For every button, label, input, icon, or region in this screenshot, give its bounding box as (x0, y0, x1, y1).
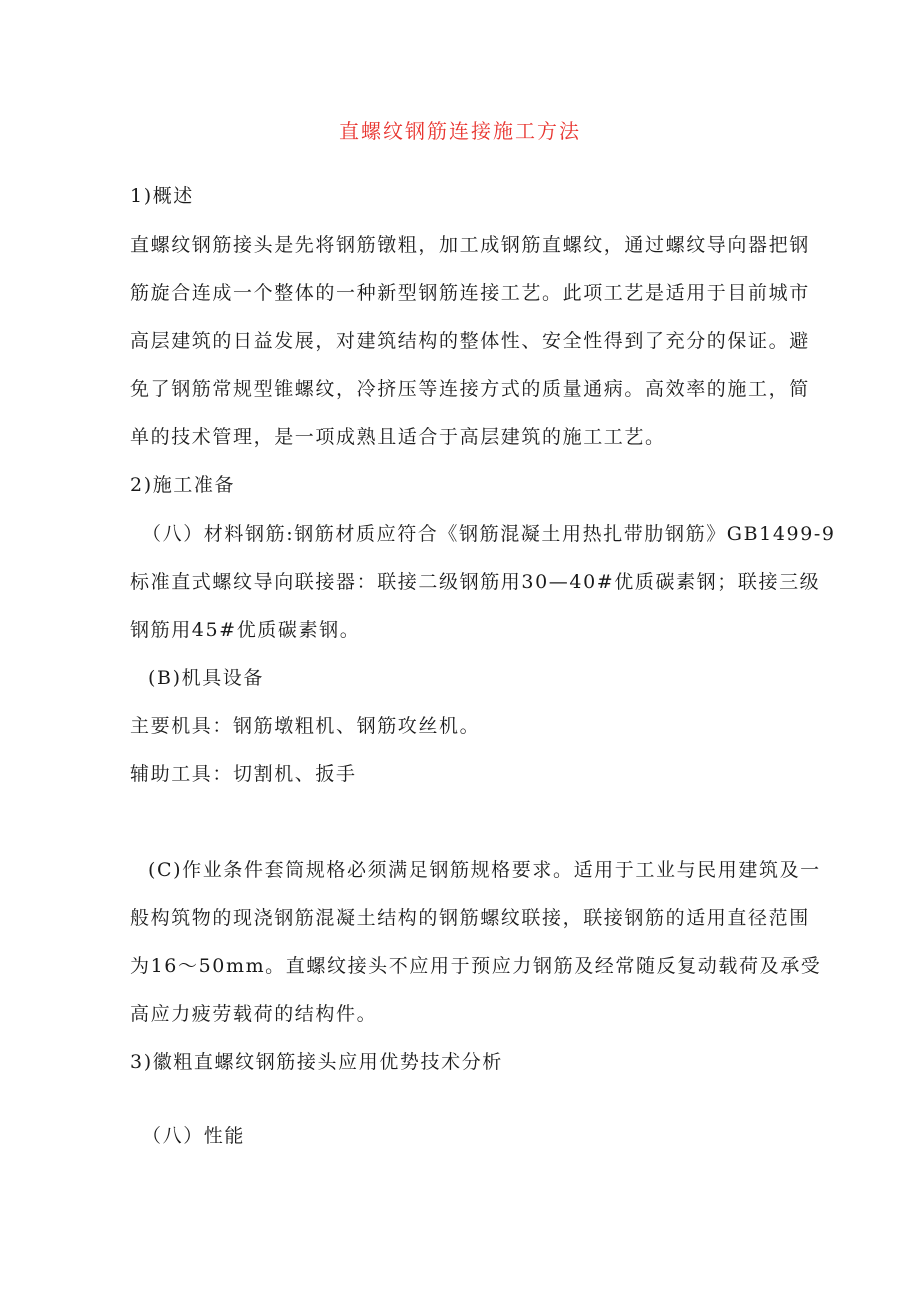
paragraph-line: 高应力疲劳载荷的结构件。 (130, 1003, 378, 1025)
paragraph-line: 辅助工具：切割机、扳手 (130, 763, 357, 785)
paragraph-line: 主要机具：钢筋墩粗机、钢筋攻丝机。 (130, 715, 481, 737)
paragraph-line: 直螺纹钢筋接头是先将钢筋镦粗，加工成钢筋直螺纹，通过螺纹导向器把钢 (130, 234, 810, 256)
paragraph-line: 般构筑物的现浇钢筋混凝土结构的钢筋螺纹联接，联接钢筋的适用直径范围 (130, 907, 810, 929)
paragraph-line: 钢筋用45#优质碳素钢。 (130, 619, 361, 641)
paragraph-line: 高层建筑的日益发展，对建筑结构的整体性、安全性得到了充分的保证。避 (130, 330, 810, 352)
section-heading-overview: 1)概述 (130, 185, 194, 207)
paragraph-line: 免了钢筋常规型锥螺纹，冷挤压等连接方式的质量通病。高效率的施工，简 (130, 378, 810, 400)
paragraph-line: 标准直式螺纹导向联接器：联接二级钢筋用30—40#优质碳素钢；联接三级 (130, 571, 821, 593)
subsection-heading-performance: （八）性能 (142, 1125, 246, 1147)
paragraph-line: （八）材料钢筋:钢筋材质应符合《钢筋混凝土用热扎带肋钢筋》GB1499-9 (142, 523, 836, 545)
subsection-heading-equipment: (B)机具设备 (148, 667, 264, 689)
section-heading-analysis: 3)徽粗直螺纹钢筋接头应用优势技术分析 (130, 1051, 503, 1073)
paragraph-line: 筋旋合连成一个整体的一种新型钢筋连接工艺。此项工艺是适用于目前城市 (130, 282, 810, 304)
document-title: 直螺纹钢筋连接施工方法 (339, 119, 581, 143)
paragraph-line: 为16～50mm。直螺纹接头不应用于预应力钢筋及经常随反复动载荷及承受 (130, 955, 822, 977)
paragraph-line: (C)作业条件套筒规格必须满足钢筋规格要求。适用于工业与民用建筑及一 (148, 859, 821, 881)
paragraph-line: 单的技术管理，是一项成熟且适合于高层建筑的施工工艺。 (130, 426, 666, 448)
section-heading-preparation: 2)施工准备 (130, 474, 236, 496)
